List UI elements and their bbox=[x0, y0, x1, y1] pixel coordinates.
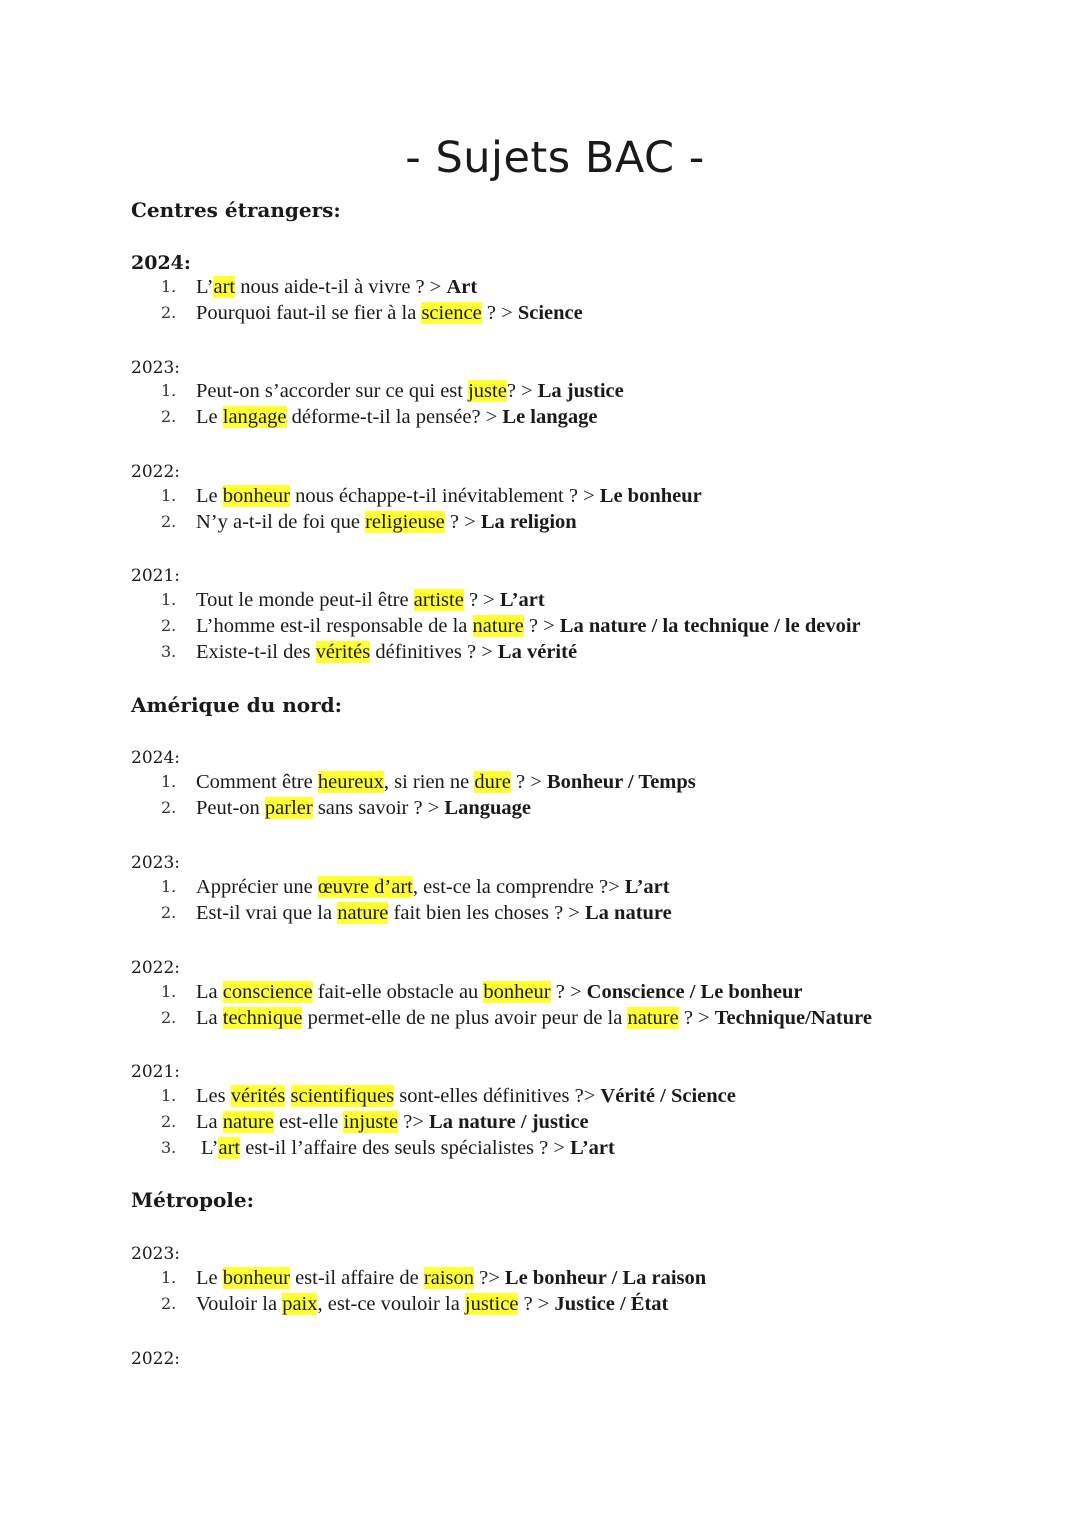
question-fragment: La bbox=[196, 1007, 223, 1029]
question-text bbox=[196, 795, 531, 821]
question-fragment: ? > bbox=[678, 1007, 715, 1029]
highlighted-keyword: injuste bbox=[343, 1111, 399, 1133]
question-fragment: est-il affaire de bbox=[289, 1267, 424, 1289]
list-number: 2. bbox=[161, 616, 177, 635]
question-fragment: ?> bbox=[474, 1267, 505, 1289]
list-number: 2. bbox=[161, 407, 177, 426]
theme-label: La nature / justice bbox=[429, 1111, 589, 1133]
highlighted-keyword: bonheur bbox=[222, 485, 290, 507]
question-fragment: Les bbox=[196, 1085, 231, 1107]
highlighted-keyword: nature bbox=[337, 902, 389, 924]
question-fragment: Le bbox=[196, 485, 223, 507]
question-fragment: est-il l’affaire des seuls spécialistes ? > bbox=[240, 1137, 571, 1159]
list-number: 1. bbox=[161, 277, 177, 296]
question-fragment: ? > bbox=[444, 511, 481, 533]
list-number: 1. bbox=[161, 590, 177, 609]
year-label: 2023: bbox=[131, 1244, 180, 1264]
list-number: 1. bbox=[161, 982, 177, 1001]
highlighted-keyword: art bbox=[218, 1137, 241, 1159]
theme-label: Le bonheur bbox=[599, 485, 702, 507]
question-text bbox=[196, 1109, 589, 1135]
theme-label: Vérité / Science bbox=[600, 1085, 736, 1107]
list-number: 3. bbox=[161, 642, 177, 661]
highlighted-keyword: œuvre d’art bbox=[317, 876, 413, 898]
question-fragment: définitives ? > bbox=[370, 641, 498, 663]
question-fragment: est-elle bbox=[273, 1111, 344, 1133]
highlighted-keyword: artiste bbox=[413, 589, 464, 611]
theme-label: Conscience / Le bonheur bbox=[586, 981, 803, 1003]
question-fragment: Existe-t-il des bbox=[196, 641, 316, 663]
question-text bbox=[196, 1005, 872, 1031]
theme-label: L’art bbox=[624, 876, 670, 898]
list-number: 1. bbox=[161, 1086, 177, 1105]
question-fragment: La bbox=[196, 981, 223, 1003]
theme-label: L’art bbox=[570, 1137, 615, 1159]
question-fragment: ?> bbox=[398, 1111, 430, 1133]
section-heading-metropole: Métropole: bbox=[131, 1188, 255, 1212]
highlighted-keyword: nature bbox=[472, 615, 524, 637]
theme-label: Justice / État bbox=[554, 1293, 669, 1315]
question-fragment: fait bien les choses ? > bbox=[388, 902, 585, 924]
question-text bbox=[196, 378, 624, 404]
theme-label: La nature / la technique / le devoir bbox=[559, 615, 861, 637]
theme-label: Art bbox=[446, 276, 478, 298]
list-number: 1. bbox=[161, 877, 177, 896]
theme-label: Le langage bbox=[502, 406, 598, 428]
year-label: 2021: bbox=[131, 566, 180, 586]
page-title: - Sujets BAC - bbox=[405, 133, 705, 183]
highlighted-keyword: justice bbox=[464, 1293, 519, 1315]
highlighted-keyword: vérités bbox=[315, 641, 371, 663]
highlighted-keyword: parler bbox=[264, 797, 313, 819]
year-label: 2023: bbox=[131, 358, 180, 378]
question-fragment: Peut-on bbox=[196, 797, 265, 819]
question-fragment: ? > bbox=[523, 615, 560, 637]
highlighted-keyword: bonheur bbox=[483, 981, 551, 1003]
list-number: 2. bbox=[161, 1294, 177, 1313]
question-fragment: , si rien ne bbox=[383, 771, 475, 793]
question-text bbox=[196, 404, 597, 430]
question-fragment: nous aide-t-il à vivre ? > bbox=[235, 276, 447, 298]
theme-label: L’art bbox=[499, 589, 545, 611]
question-fragment: Vouloir la bbox=[196, 1293, 283, 1315]
highlighted-keyword: heureux bbox=[317, 771, 384, 793]
question-fragment: , est-ce la comprendre ?> bbox=[412, 876, 625, 898]
question-text bbox=[196, 483, 702, 509]
question-fragment: L’homme est-il responsable de la bbox=[196, 615, 473, 637]
question-fragment: Est-il vrai que la bbox=[196, 902, 338, 924]
highlighted-keyword: paix bbox=[282, 1293, 318, 1315]
highlighted-keyword: art bbox=[213, 276, 236, 298]
question-fragment: Le bbox=[196, 406, 223, 428]
question-fragment: ? > bbox=[481, 302, 518, 324]
question-fragment: N’y a-t-il de foi que bbox=[196, 511, 366, 533]
list-number: 1. bbox=[161, 486, 177, 505]
list-number: 1. bbox=[161, 772, 177, 791]
list-number: 2. bbox=[161, 1008, 177, 1027]
theme-label: Science bbox=[517, 302, 583, 324]
section-heading-centres-etrangers: Centres étrangers: bbox=[131, 198, 341, 222]
question-text bbox=[196, 1265, 706, 1291]
highlighted-keyword: langage bbox=[222, 406, 287, 428]
question-text bbox=[196, 769, 696, 795]
question-fragment: ? > bbox=[518, 1293, 555, 1315]
question-text bbox=[201, 1135, 615, 1161]
question-fragment: sans savoir ? > bbox=[312, 797, 445, 819]
list-number: 2. bbox=[161, 1112, 177, 1131]
theme-label: Bonheur / Temps bbox=[546, 771, 696, 793]
question-text bbox=[196, 509, 577, 535]
year-label: 2024: bbox=[131, 252, 191, 274]
list-number: 1. bbox=[161, 381, 177, 400]
theme-label: La religion bbox=[480, 511, 577, 533]
question-text bbox=[196, 1291, 668, 1317]
highlighted-keyword: raison bbox=[423, 1267, 474, 1289]
question-fragment: L’ bbox=[196, 276, 214, 298]
question-fragment: Tout le monde peut-il être bbox=[196, 589, 414, 611]
question-text bbox=[196, 613, 861, 639]
question-fragment: fait-elle obstacle au bbox=[312, 981, 484, 1003]
list-number: 3. bbox=[161, 1138, 177, 1157]
highlighted-keyword: religieuse bbox=[365, 511, 445, 533]
question-text bbox=[196, 979, 802, 1005]
highlighted-keyword: bonheur bbox=[222, 1267, 290, 1289]
highlighted-keyword: conscience bbox=[222, 981, 313, 1003]
question-fragment: , est-ce vouloir la bbox=[317, 1293, 465, 1315]
question-text bbox=[196, 639, 577, 665]
list-number: 2. bbox=[161, 512, 177, 531]
question-fragment: permet-elle de ne plus avoir peur de la bbox=[302, 1007, 628, 1029]
theme-label: La justice bbox=[537, 380, 624, 402]
theme-label: Technique/Nature bbox=[714, 1007, 872, 1029]
highlighted-keyword: nature bbox=[222, 1111, 274, 1133]
question-fragment: Peut-on s’accorder sur ce qui est bbox=[196, 380, 469, 402]
question-fragment: ? > bbox=[463, 589, 500, 611]
list-number: 1. bbox=[161, 1268, 177, 1287]
theme-label: La nature bbox=[585, 902, 672, 924]
year-label: 2022: bbox=[131, 462, 180, 482]
question-text bbox=[196, 900, 672, 926]
question-fragment: Comment être bbox=[196, 771, 318, 793]
question-fragment: déforme-t-il la pensée? > bbox=[286, 406, 503, 428]
year-label: 2024: bbox=[131, 748, 180, 768]
theme-label: Language bbox=[444, 797, 531, 819]
question-fragment: L’ bbox=[201, 1137, 219, 1159]
highlighted-keyword: dure bbox=[474, 771, 511, 793]
question-text bbox=[196, 587, 545, 613]
highlighted-keyword: scientifiques bbox=[290, 1085, 395, 1107]
section-heading-amerique-du-nord: Amérique du nord: bbox=[131, 693, 343, 717]
list-number: 2. bbox=[161, 303, 177, 322]
highlighted-keyword: science bbox=[421, 302, 482, 324]
highlighted-keyword: juste bbox=[468, 380, 507, 402]
theme-label: Le bonheur / La raison bbox=[504, 1267, 707, 1289]
highlighted-keyword: vérités bbox=[230, 1085, 286, 1107]
question-fragment bbox=[285, 1085, 290, 1107]
highlighted-keyword: nature bbox=[627, 1007, 679, 1029]
question-text bbox=[196, 300, 583, 326]
question-text bbox=[196, 874, 670, 900]
question-fragment: Apprécier une bbox=[196, 876, 318, 898]
question-fragment: ? > bbox=[510, 771, 547, 793]
question-fragment: ? > bbox=[506, 380, 538, 402]
year-label: 2023: bbox=[131, 853, 180, 873]
list-number: 2. bbox=[161, 903, 177, 922]
highlighted-keyword: technique bbox=[222, 1007, 303, 1029]
question-fragment: Pourquoi faut-il se fier à la bbox=[196, 302, 422, 324]
question-fragment: Le bbox=[196, 1267, 223, 1289]
question-text bbox=[196, 274, 477, 300]
question-fragment: ? > bbox=[550, 981, 587, 1003]
question-fragment: La bbox=[196, 1111, 223, 1133]
year-label: 2022: bbox=[131, 1349, 180, 1369]
question-text bbox=[196, 1083, 736, 1109]
year-label: 2022: bbox=[131, 958, 180, 978]
theme-label: La vérité bbox=[497, 641, 578, 663]
question-fragment: sont-elles définitives ?> bbox=[394, 1085, 601, 1107]
year-label: 2021: bbox=[131, 1062, 180, 1082]
question-fragment: nous échappe-t-il inévitablement ? > bbox=[289, 485, 600, 507]
list-number: 2. bbox=[161, 798, 177, 817]
